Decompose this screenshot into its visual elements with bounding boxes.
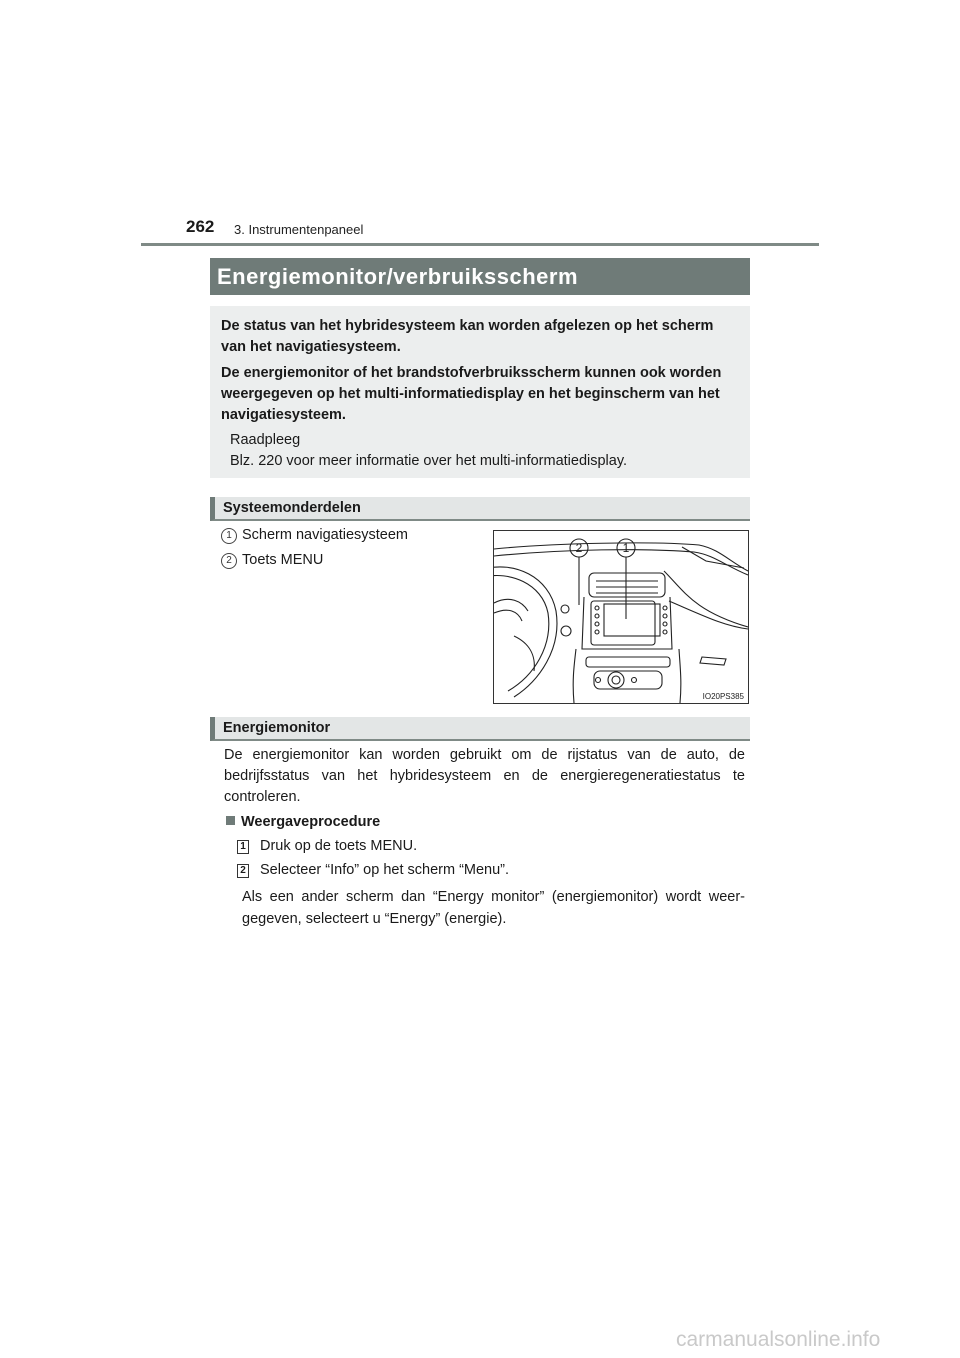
step-1-text: Druk op de toets MENU. [260, 838, 418, 854]
step-2-text: Selecteer “Info” op het scherm “Menu”. [260, 862, 510, 878]
page-title: Energiemonitor/verbruiksscherm [210, 258, 750, 295]
procedure-title: Weergaveprocedure [241, 814, 381, 830]
energy-monitor-description: De energiemonitor kan worden gebruikt om de rijstatus van de auto, de bedrijfsstatus van het hybridesysteem en de energieregeneratiestatus te controleren. [224, 747, 745, 805]
step-number-1: 1 [237, 840, 249, 854]
running-header: 3. Instrumentenpaneel [234, 222, 364, 237]
dashboard-illustration [493, 530, 749, 704]
procedure-heading [226, 814, 380, 830]
header-rule [141, 243, 819, 246]
intro-reference-2: Blz. 220 voor meer informatie over het multi-informatiedisplay. [230, 453, 628, 469]
component-item-1: Scherm navigatiesysteem [242, 527, 409, 543]
list-number-2: 2 [221, 553, 237, 569]
intro-reference-1: Raadpleeg [230, 432, 301, 448]
figure-code: IO20PS385 [702, 692, 744, 701]
watermark: carmanualsonline.info [676, 1328, 881, 1351]
intro-box [210, 306, 750, 478]
figure-callout-2: 2 [575, 541, 583, 555]
section-heading-components: Systeemonderdelen [210, 497, 750, 521]
component-item-2: Toets MENU [242, 552, 324, 568]
figure-callout-1: 1 [622, 541, 630, 555]
step-number-2: 2 [237, 864, 249, 878]
dashboard-drawing [494, 531, 748, 703]
square-bullet-icon [226, 816, 235, 825]
section-heading-energy-monitor: Energiemonitor [210, 717, 750, 741]
page-number: 262 [186, 217, 215, 236]
intro-paragraph-1: De status van het hybridesysteem kan worden afgelezen op het scherm van het navigatiesysteem. [221, 318, 714, 355]
intro-paragraph-2: De energiemonitor of het brandstofverbruiksscherm kunnen ook worden weergegeven op het multi-informatiedisplay en het beginscherm van het navigatiesysteem. [221, 365, 722, 423]
list-number-1: 1 [221, 528, 237, 544]
step-note: Als een ander scherm dan “Energy monitor” (energiemonitor) wordt weer-gegeven, selecteert u “Energy” (energie). [242, 889, 745, 927]
